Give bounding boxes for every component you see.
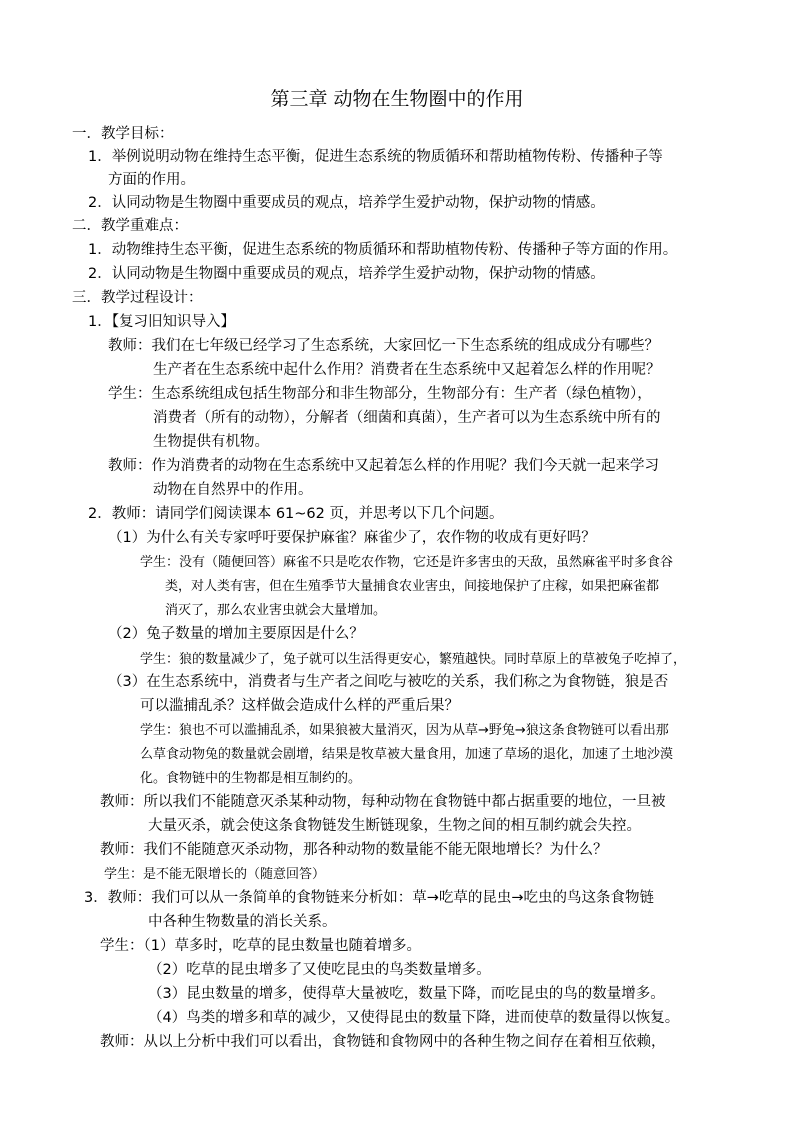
text-line: （4）鸟类的增多和草的减少，又使得昆虫的数量下降，进而使草的数量得以恢复。 [148,1010,680,1026]
text-line: 教师：从以上分析中我们可以看出，食物链和食物网中的各种生物之间存在着相互依赖， [100,1034,666,1050]
text-line: 学生：是不能无限增长的（随意回答） [104,867,326,882]
text-line: 教师：作为消费者的动物在生态系统中又起着怎么样的作用呢？我们今天就一起来学习 [108,458,659,474]
page-title: 第三章 动物在生物圈中的作用 [270,88,524,110]
text-line: 生产者在生态系统中起什么作用？消费者在生态系统中又起着怎么样的作用呢？ [153,362,661,378]
text-line: 1．举例说明动物在维持生态平衡，促进生态系统的物质循环和帮助植物传粉、传播种子等 [88,149,663,165]
section-heading: 一．教学目标： [72,126,174,142]
text-line: 消灭了，那么农业害虫就会大量增加。 [165,603,387,618]
text-line: 学生：生态系统组成包括生物部分和非生物部分，生物部分有：生产者（绿色植物）， [108,386,652,402]
text-line: 么草食动物兔的数量就会剧增，结果是牧草被大量食用，加速了草场的退化，加速了土地沙漠 [140,747,674,762]
text-line: 学生：狼也不可以滥捕乱杀，如果狼被大量消灭，因为从草→野兔→狼这条食物链可以看出那 [140,723,669,738]
text-line: 生物提供有机物。 [153,434,269,450]
text-line: 大量灭杀，就会使这条食物链发生断链现象，生物之间的相互制约就会失控。 [148,818,641,834]
text-line: （3）昆虫数量的增多，使得草大量被吃，数量下降，而吃昆虫的鸟的数量增多。 [148,986,665,1002]
text-line: 可以滥捕乱杀？这样做会造成什么样的严重后果？ [140,698,459,714]
text-line: 2．教师：请同学们阅读课本 61~62 页，并思考以下几个问题。 [88,506,504,522]
text-line: 2．认同动物是生物圈中重要成员的观点，培养学生爱护动物，保护动物的情感。 [88,195,605,211]
text-line: （2）吃草的昆虫增多了又使吃昆虫的鸟类数量增多。 [148,962,491,978]
text-line: 教师：我们不能随意灭杀动物，那各种动物的数量能不能无限地增长？为什么？ [100,842,608,858]
text-line: 教师：我们在七年级已经学习了生态系统，大家回忆一下生态系统的组成成分有哪些？ [108,338,659,354]
text-line: 化。食物链中的生物都是相互制约的。 [140,771,362,786]
text-line: （1）为什么有关专家呼吁要保护麻雀？麻雀少了，农作物的收成有更好吗？ [108,530,596,546]
text-line: 1．动物维持生态平衡，促进生态系统的物质循环和帮助植物传粉、传播种子等方面的作用。 [88,242,678,258]
section-heading: 三．教学过程设计： [72,290,203,306]
text-line: 1．【复习旧知识导入】 [88,314,235,330]
text-line: 中各种生物数量的消长关系。 [148,914,337,930]
text-line: （3）在生态系统中，消费者与生产者之间吃与被吃的关系，我们称之为食物链，狼是否 [108,674,669,690]
text-line: 类，对人类有害，但在生殖季节大量捕食农业害虫，间接地保护了庄稼，如果把麻雀都 [165,579,660,594]
text-line: 3．教师：我们可以从一条简单的食物链来分析如：草→吃草的昆虫→吃虫的鸟这条食物链 [84,890,655,906]
text-line: （2）兔子数量的增加主要原因是什么？ [108,626,364,642]
text-line: 学生：（1）草多时，吃草的昆虫数量也随着增多。 [100,938,421,954]
text-line: 学生：没有（随便回答）麻雀不只是吃农作物，它还是许多害虫的天敌，虽然麻雀平时多食谷 [140,555,674,570]
section-heading: 二．教学重难点： [72,218,188,234]
text-line: 动物在自然界中的作用。 [153,482,313,498]
text-line: 方面的作用。 [108,172,195,188]
text-line: 学生：狼的数量减少了，兔子就可以生活得更安心，繁殖越快。同时草原上的草被兔子吃掉了， [140,652,687,667]
text-line: 2．认同动物是生物圈中重要成员的观点，培养学生爱护动物，保护动物的情感。 [88,266,605,282]
text-line: 教师：所以我们不能随意灭杀某种动物，每种动物在食物链中都占据重要的地位，一旦被 [100,794,666,810]
text-line: 消费者（所有的动物），分解者（细菌和真菌），生产者可以为生态系统中所有的 [153,410,661,426]
